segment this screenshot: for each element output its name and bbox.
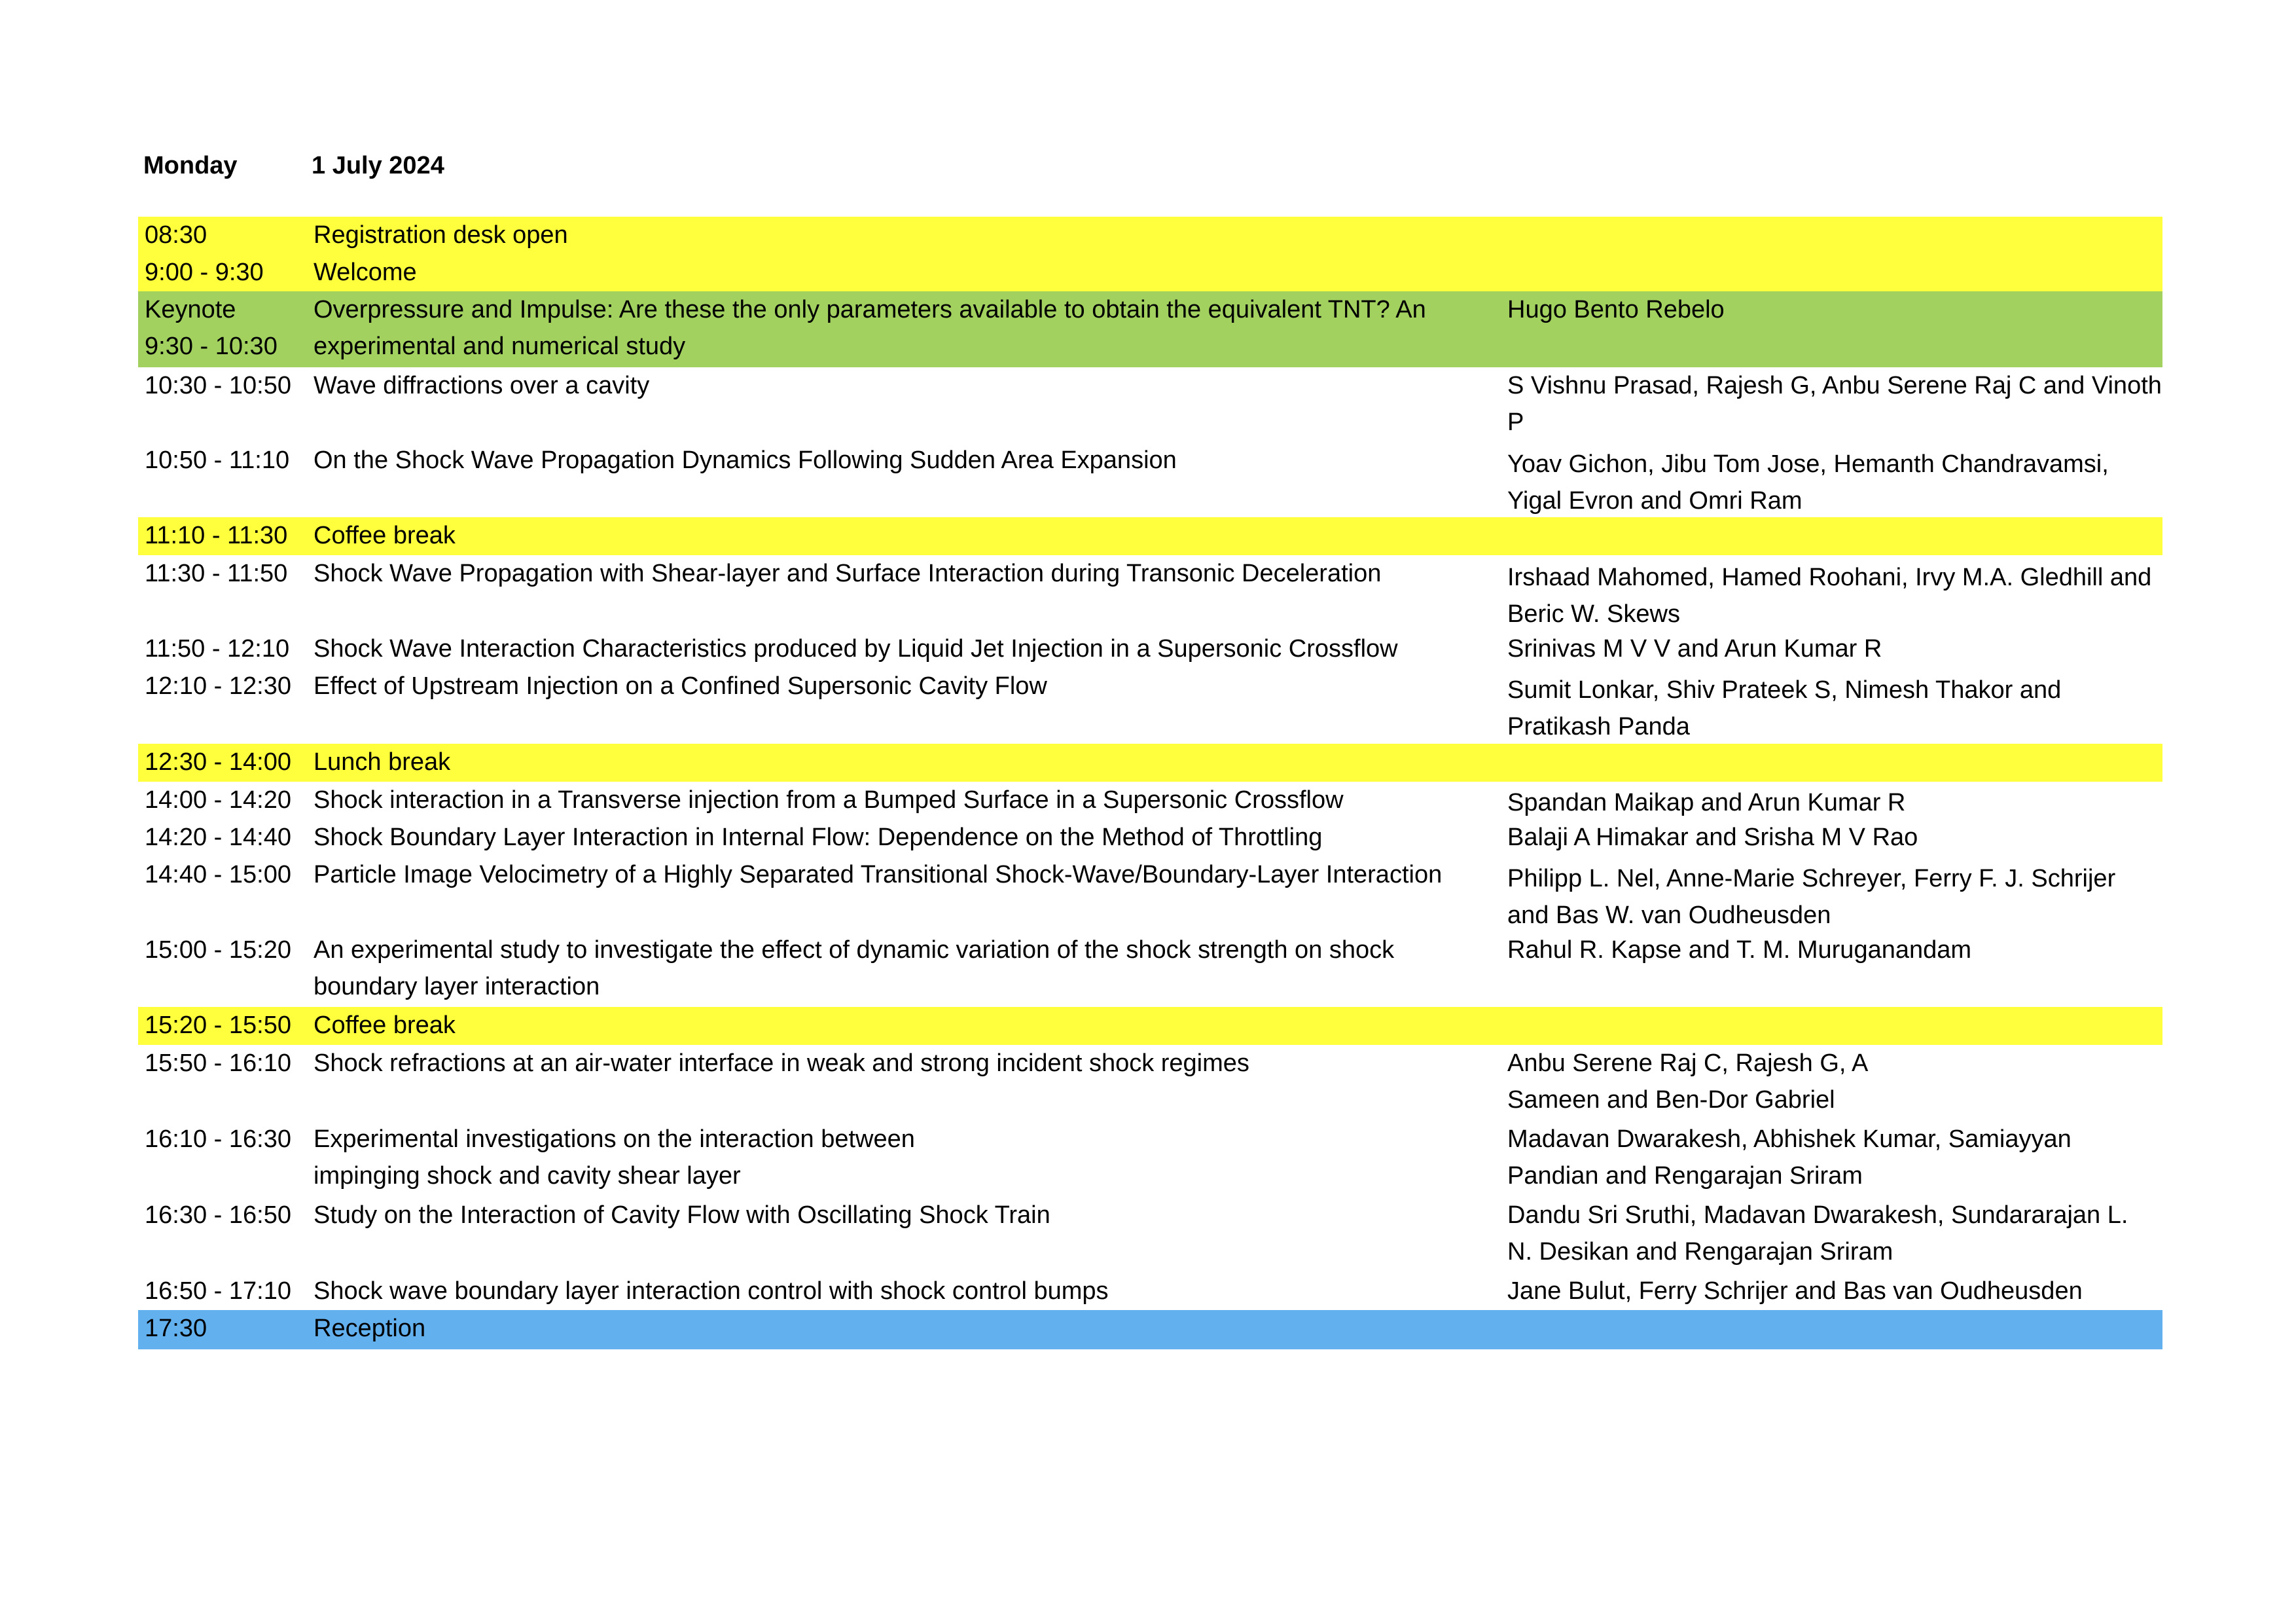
session-authors-line: Philipp L. Nel, Anne-Marie Schreyer, Ferry F. J. Schrijer xyxy=(1507,865,2116,892)
session-title-line: Welcome xyxy=(314,259,417,286)
session-time xyxy=(145,217,207,253)
schedule-row xyxy=(138,1273,2162,1310)
session-time xyxy=(145,668,291,704)
session-time-line: 9:00 - 9:30 xyxy=(145,259,264,286)
session-authors xyxy=(1507,819,1918,856)
session-title xyxy=(314,517,456,554)
session-title xyxy=(314,782,1344,818)
session-title-line: Registration desk open xyxy=(314,221,568,249)
session-authors xyxy=(1507,291,1725,328)
session-title-line: Particle Image Velocimetry of a Highly Separated Transitional Shock-Wave/Boundary-Layer Interaction xyxy=(314,861,1443,888)
session-title-line: Coffee break xyxy=(314,1012,456,1039)
session-authors xyxy=(1507,784,1905,821)
session-time xyxy=(145,517,287,554)
session-authors-line: Balaji A Himakar and Srisha M V Rao xyxy=(1507,824,1918,851)
session-title xyxy=(314,932,1394,1005)
session-title-line: Coffee break xyxy=(314,522,456,549)
session-authors xyxy=(1507,1121,2072,1194)
session-title xyxy=(314,254,417,291)
schedule-row xyxy=(138,744,2162,782)
session-time-line: 12:10 - 12:30 xyxy=(145,672,291,700)
session-title-line: Shock Boundary Layer Interaction in Internal Flow: Dependence on the Method of Throttling xyxy=(314,824,1323,851)
session-title-line: experimental and numerical study xyxy=(314,333,686,360)
schedule-row xyxy=(138,217,2162,254)
session-authors-line: and Bas W. van Oudheusden xyxy=(1507,902,1831,929)
session-time-line: 16:30 - 16:50 xyxy=(145,1201,291,1229)
session-time xyxy=(145,782,291,818)
schedule-row xyxy=(138,517,2162,555)
session-time xyxy=(145,442,289,479)
schedule-row xyxy=(138,1121,2162,1197)
session-authors xyxy=(1507,1045,1868,1118)
session-authors-line: Madavan Dwarakesh, Abhishek Kumar, Samiayyan xyxy=(1507,1125,2072,1153)
session-authors-line: Beric W. Skews xyxy=(1507,600,1680,628)
session-title-line: Wave diffractions over a cavity xyxy=(314,372,650,399)
session-authors-line: Pratikash Panda xyxy=(1507,713,1690,740)
session-time-line: 14:20 - 14:40 xyxy=(145,824,291,851)
session-title xyxy=(314,1310,425,1347)
session-authors-line: Anbu Serene Raj C, Rajesh G, A xyxy=(1507,1049,1869,1077)
session-time xyxy=(145,819,291,856)
schedule-row xyxy=(138,819,2162,856)
session-title xyxy=(314,856,1442,893)
session-authors xyxy=(1507,672,2061,745)
session-authors-line: Yigal Evron and Omri Ram xyxy=(1507,487,1803,515)
schedule-row xyxy=(138,782,2162,819)
session-authors xyxy=(1507,1197,2128,1270)
session-authors-line: Hugo Bento Rebelo xyxy=(1507,296,1725,323)
session-time xyxy=(145,291,278,365)
session-title-line: Experimental investigations on the interaction between xyxy=(314,1125,915,1153)
session-title xyxy=(314,291,1426,365)
session-authors-line: P xyxy=(1507,409,1524,436)
schedule-row xyxy=(138,367,2162,442)
session-title xyxy=(314,367,649,404)
session-time-line: 15:20 - 15:50 xyxy=(145,1012,291,1039)
schedule-row xyxy=(138,291,2162,367)
session-authors xyxy=(1507,1273,2083,1309)
session-title-line: Reception xyxy=(314,1315,426,1342)
session-title-line: Shock Wave Propagation with Shear-layer and Surface Interaction during Transonic Deceleration xyxy=(314,560,1382,587)
schedule-row xyxy=(138,630,2162,668)
session-authors-line: Rahul R. Kapse and T. M. Muruganandam xyxy=(1507,936,1972,964)
session-time-line: 11:50 - 12:10 xyxy=(145,635,290,663)
session-time-line: 10:50 - 11:10 xyxy=(145,447,290,474)
session-time-line: 9:30 - 10:30 xyxy=(145,333,278,360)
session-time-line: 11:30 - 11:50 xyxy=(145,560,288,587)
session-title xyxy=(314,1007,456,1044)
session-title xyxy=(314,1197,1050,1233)
session-time-line: 15:00 - 15:20 xyxy=(145,936,291,964)
session-time-line: 15:50 - 16:10 xyxy=(145,1049,291,1077)
schedule-row xyxy=(138,1197,2162,1273)
session-title-line: Shock refractions at an air-water interface in weak and strong incident shock regimes xyxy=(314,1049,1249,1077)
date-label: 1 July 2024 xyxy=(312,152,444,179)
session-time-line: 08:30 xyxy=(145,221,207,249)
session-title xyxy=(314,217,568,253)
session-authors xyxy=(1507,860,2115,934)
session-title-line: Shock wave boundary layer interaction control with shock control bumps xyxy=(314,1277,1109,1305)
schedule-table xyxy=(138,217,2162,1349)
session-authors-line: Sameen and Ben-Dor Gabriel xyxy=(1507,1086,1835,1114)
session-title-line: Shock interaction in a Transverse injection from a Bumped Surface in a Supersonic Crossflow xyxy=(314,786,1344,814)
session-title xyxy=(314,1121,915,1194)
session-time-line: 16:50 - 17:10 xyxy=(145,1277,291,1305)
session-authors xyxy=(1507,446,2109,519)
session-time xyxy=(145,856,291,893)
schedule-row xyxy=(138,1045,2162,1121)
session-title-line: Lunch break xyxy=(314,748,451,776)
schedule-row xyxy=(138,1007,2162,1045)
session-time xyxy=(145,744,291,780)
session-time xyxy=(145,254,264,291)
session-time xyxy=(145,1007,291,1044)
session-time-line: 10:30 - 10:50 xyxy=(145,372,291,399)
session-title-line: boundary layer interaction xyxy=(314,973,600,1000)
session-authors-line: Jane Bulut, Ferry Schrijer and Bas van Oudheusden xyxy=(1507,1277,2083,1305)
schedule-row xyxy=(138,1310,2162,1349)
session-title xyxy=(314,668,1047,704)
session-time-line: Keynote xyxy=(145,296,236,323)
schedule-row xyxy=(138,254,2162,291)
session-title-line: Shock Wave Interaction Characteristics produced by Liquid Jet Injection in a Supersonic Crossflow xyxy=(314,635,1398,663)
session-title-line: Study on the Interaction of Cavity Flow with Oscillating Shock Train xyxy=(314,1201,1050,1229)
session-title-line: Overpressure and Impulse: Are these the only parameters available to obtain the equivalent TNT? An xyxy=(314,296,1426,323)
session-time xyxy=(145,1045,291,1082)
session-authors-line: Irshaad Mahomed, Hamed Roohani, Irvy M.A. Gledhill and xyxy=(1507,564,2152,591)
session-authors-line: Dandu Sri Sruthi, Madavan Dwarakesh, Sundararajan L. xyxy=(1507,1201,2128,1229)
session-time xyxy=(145,367,291,404)
schedule-row xyxy=(138,442,2162,517)
session-time-line: 14:00 - 14:20 xyxy=(145,786,291,814)
session-time xyxy=(145,555,287,592)
session-authors-line: Yoav Gichon, Jibu Tom Jose, Hemanth Chandravamsi, xyxy=(1507,450,2109,478)
session-title xyxy=(314,744,450,780)
schedule-row xyxy=(138,932,2162,1007)
session-time xyxy=(145,1273,291,1309)
session-time-line: 14:40 - 15:00 xyxy=(145,861,291,888)
session-time-line: 17:30 xyxy=(145,1315,207,1342)
session-time xyxy=(145,1197,291,1233)
day-label: Monday xyxy=(143,152,238,179)
session-authors xyxy=(1507,559,2151,632)
session-authors-line: Spandan Maikap and Arun Kumar R xyxy=(1507,789,1906,816)
session-time xyxy=(145,1310,207,1347)
session-time xyxy=(145,1121,291,1158)
session-time xyxy=(145,630,289,667)
session-title-line: Effect of Upstream Injection on a Confined Supersonic Cavity Flow xyxy=(314,672,1047,700)
session-authors xyxy=(1507,932,1971,968)
session-title xyxy=(314,442,1177,479)
session-title xyxy=(314,555,1381,592)
schedule-row xyxy=(138,668,2162,744)
session-title-line: An experimental study to investigate the effect of dynamic variation of the shock strength on shock xyxy=(314,936,1395,964)
session-authors xyxy=(1507,630,1882,667)
schedule-row xyxy=(138,555,2162,630)
session-title xyxy=(314,819,1322,856)
session-title xyxy=(314,1045,1249,1082)
session-title-line: On the Shock Wave Propagation Dynamics Following Sudden Area Expansion xyxy=(314,447,1177,474)
session-time-line: 16:10 - 16:30 xyxy=(145,1125,291,1153)
session-time-line: 11:10 - 11:30 xyxy=(145,522,288,549)
session-authors-line: S Vishnu Prasad, Rajesh G, Anbu Serene Raj C and Vinoth xyxy=(1507,372,2162,399)
session-authors-line: N. Desikan and Rengarajan Sriram xyxy=(1507,1238,1893,1266)
session-title xyxy=(314,630,1398,667)
session-authors-line: Pandian and Rengarajan Sriram xyxy=(1507,1162,1863,1190)
session-time-line: 12:30 - 14:00 xyxy=(145,748,291,776)
session-title xyxy=(314,1273,1109,1309)
session-authors-line: Srinivas M V V and Arun Kumar R xyxy=(1507,635,1882,663)
session-time xyxy=(145,932,291,968)
schedule-row xyxy=(138,856,2162,932)
session-authors-line: Sumit Lonkar, Shiv Prateek S, Nimesh Thakor and xyxy=(1507,676,2062,704)
session-authors xyxy=(1507,367,2162,441)
session-title-line: impinging shock and cavity shear layer xyxy=(314,1162,741,1190)
